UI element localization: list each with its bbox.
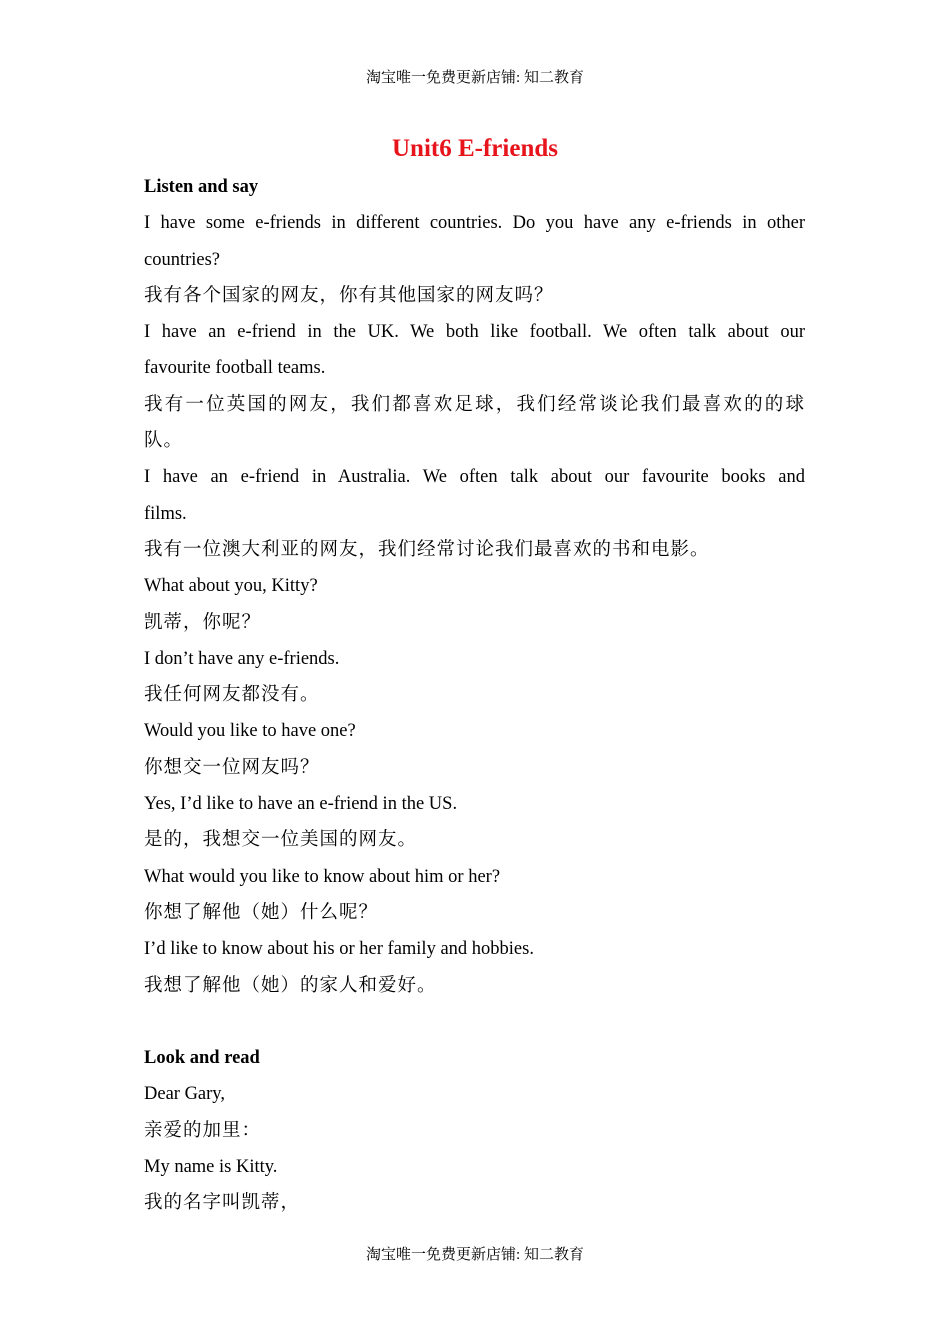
page-footer: 淘宝唯一免费更新店铺: 知二教育 <box>366 1247 584 1263</box>
text-line: 是的，我想交一位美国的网友。 <box>144 830 418 851</box>
text-line: 你想交一位网友吗？ <box>144 757 320 778</box>
text-line: I have an e-friend in Australia. We often talk about our favourite books and <box>144 467 805 488</box>
text-line: 我有一位澳大利亚的网友，我们经常讨论我们最喜欢的书和电影。 <box>144 539 710 560</box>
text-line: 我想了解他（她）的家人和爱好。 <box>144 975 437 996</box>
text-line: films. <box>144 503 187 524</box>
text-line: Would you like to have one? <box>144 721 356 742</box>
page-header: 淘宝唯一免费更新店铺: 知二教育 <box>366 70 584 86</box>
text-line: I’d like to know about his or her family and hobbies. <box>144 939 534 960</box>
text-line: 我的名字叫凯蒂， <box>144 1193 301 1214</box>
section-heading-listen-and-say: Listen and say <box>144 177 259 197</box>
text-line: My name is Kitty. <box>144 1157 278 1178</box>
text-line: 你想了解他（她）什么呢？ <box>144 902 379 923</box>
text-line: I have some e-friends in different countries. Do you have any e-friends in other <box>144 213 805 234</box>
text-line: I have an e-friend in the UK. We both like football. We often talk about our <box>144 322 805 343</box>
text-line: I don’t have any e-friends. <box>144 648 340 669</box>
text-line: 亲爱的加里： <box>144 1120 262 1141</box>
document-body <box>144 169 805 1222</box>
section-heading-look-and-read: Look and read <box>144 1048 260 1069</box>
text-line: What would you like to know about him or her? <box>144 866 501 887</box>
text-line: 凯蒂，你呢？ <box>144 612 262 633</box>
text-line: favourite football teams. <box>144 358 326 379</box>
page-title: Unit6 E-friends <box>392 135 558 162</box>
text-line: 我有各个国家的网友，你有其他国家的网友吗？ <box>144 285 554 306</box>
text-line: 我任何网友都没有。 <box>144 685 320 706</box>
text-line: Yes, I’d like to have an e-friend in the US. <box>144 794 458 815</box>
text-line: Dear Gary, <box>144 1084 225 1105</box>
blank-line <box>144 1004 805 1040</box>
text-line: 队。 <box>144 431 184 452</box>
text-line: countries? <box>144 249 221 270</box>
text-line: What about you, Kitty? <box>144 576 318 597</box>
text-line: 我有一位英国的网友，我们都喜欢足球，我们经常谈论我们最喜欢的的球 <box>144 394 805 415</box>
